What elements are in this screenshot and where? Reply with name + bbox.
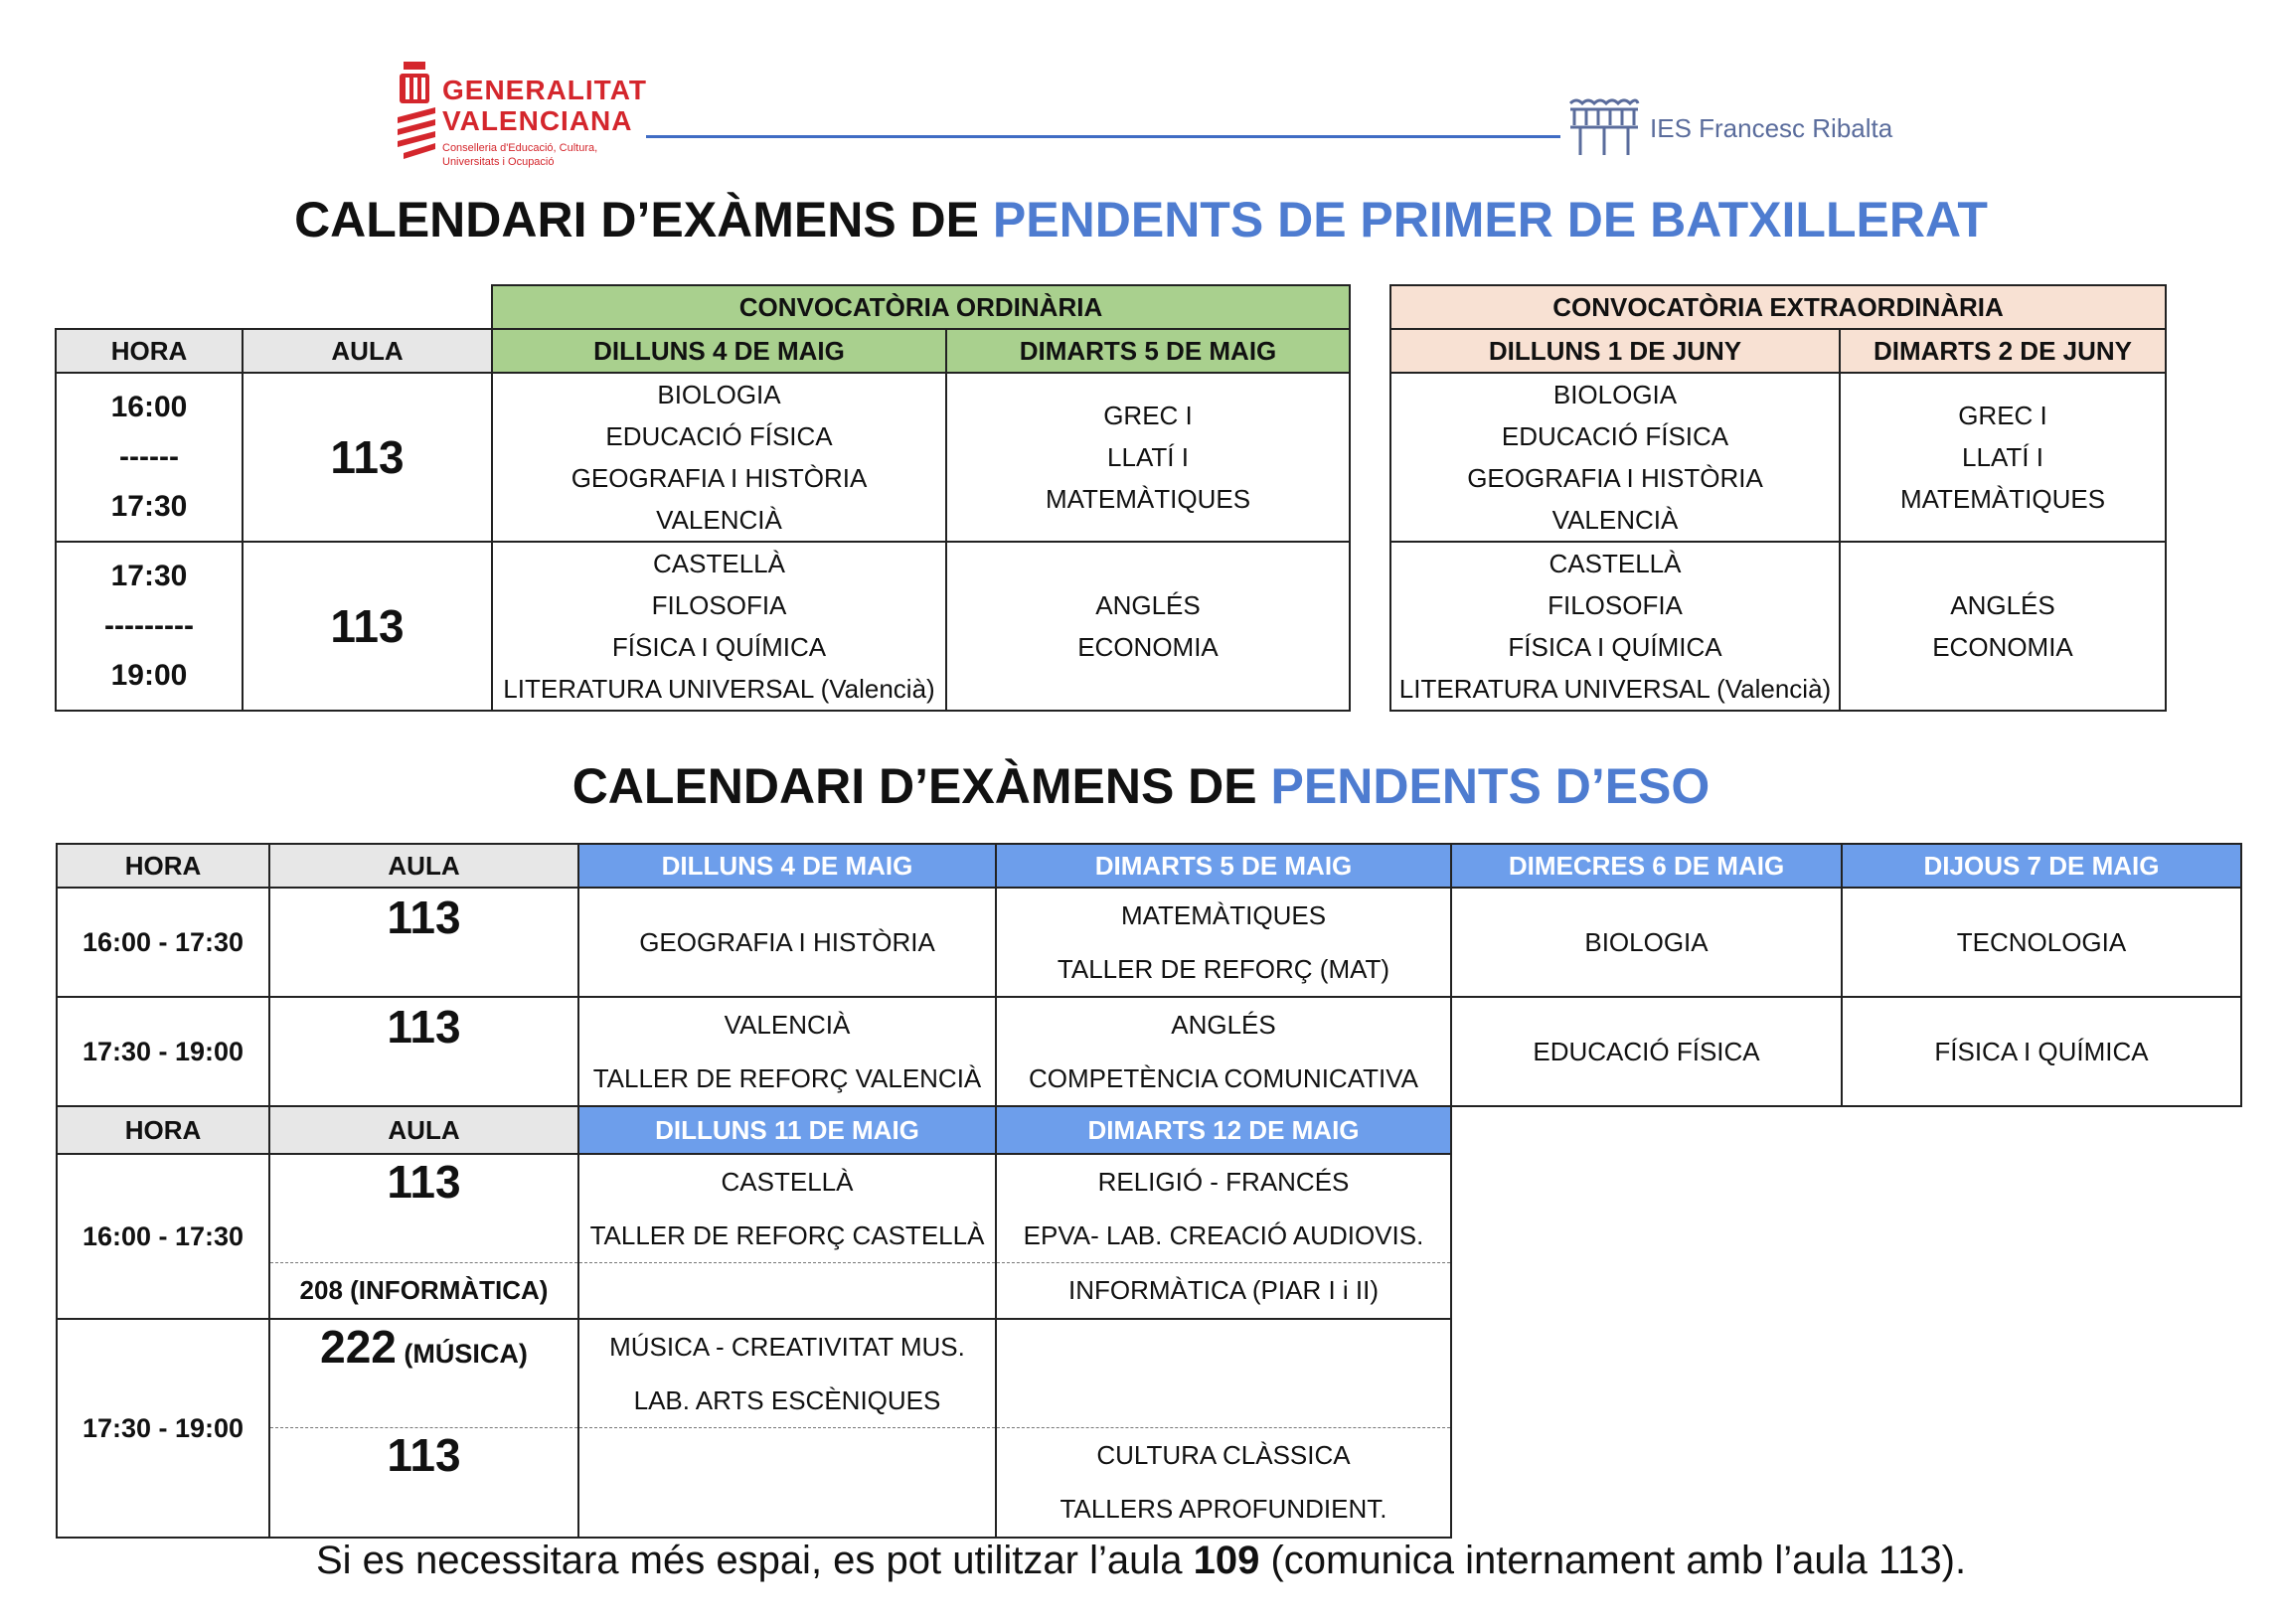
subjects-cell [578,1428,996,1538]
subjects-cell: ANGLÉS COMPETÈNCIA COMUNICATIVA [996,997,1451,1106]
day-header: DIJOUS 7 DE MAIG [1842,844,2241,888]
subjects-cell: BIOLOGIA EDUCACIÓ FÍSICA GEOGRAFIA I HISTÒRIA VALENCIÀ [492,373,946,542]
time-cell: 16:00 - 17:30 [57,888,269,997]
extraordinaria-header: CONVOCATÒRIA EXTRAORDINÀRIA [1390,285,2166,329]
subjects-cell: BIOLOGIA EDUCACIÓ FÍSICA GEOGRAFIA I HISTÒRIA VALENCIÀ [1390,373,1840,542]
subjects-cell: CASTELLÀ TALLER DE REFORÇ CASTELLÀ [578,1154,996,1263]
aula-header: AULA [269,844,578,888]
aula-cell: 113 [269,1428,578,1538]
subjects-cell [578,1263,996,1319]
day-header: DIMECRES 6 DE MAIG [1451,844,1842,888]
subjects-cell: ANGLÉS ECONOMIA [1840,542,2166,711]
subjects-cell: EDUCACIÓ FÍSICA [1451,997,1842,1106]
day-header: DILLUNS 11 DE MAIG [578,1106,996,1154]
subjects-cell: CULTURA CLÀSSICA TALLERS APROFUNDIENT. [996,1428,1451,1538]
aula-header: AULA [243,329,492,373]
header-divider [646,135,1560,138]
subjects-cell: GREC I LLATÍ I MATEMÀTIQUES [946,373,1350,542]
subjects-cell: MÚSICA - CREATIVITAT MUS. LAB. ARTS ESCÈNIQUES [578,1319,996,1428]
batx-title-prefix: CALENDARI D’EXÀMENS DE [294,192,993,247]
conselleria-subtitle: Conselleria d'Educació, Cultura, Universitats i Ocupació [442,142,598,168]
time-cell: 16:00 - 17:30 [57,1154,269,1319]
aula-cell: 113 [243,373,492,542]
subjects-cell: INFORMÀTICA (PIAR I i II) [996,1263,1451,1319]
hora-header: HORA [57,1106,269,1154]
aula-cell: 113 [269,888,578,997]
subjects-cell: GEOGRAFIA I HISTÒRIA [578,888,996,997]
aula-cell: 113 [243,542,492,711]
time-cell: 16:00 ------ 17:30 [56,373,243,542]
day-header: DILLUNS 4 DE MAIG [578,844,996,888]
subjects-cell: CASTELLÀ FILOSOFIA FÍSICA I QUÍMICA LITERATURA UNIVERSAL (Valencià) [1390,542,1840,711]
hora-header: HORA [57,844,269,888]
batx-ordinaria-table [55,284,1351,712]
aula-cell: 113 [269,1154,578,1263]
ord-day2-header: DIMARTS 5 DE MAIG [946,329,1350,373]
subjects-cell: BIOLOGIA [1451,888,1842,997]
generalitat-emblem-icon [396,58,437,167]
subjects-cell: VALENCIÀ TALLER DE REFORÇ VALENCIÀ [578,997,996,1106]
footer-room-number: 109 [1193,1539,1260,1582]
subjects-cell: GREC I LLATÍ I MATEMÀTIQUES [1840,373,2166,542]
footer-note [0,1539,2282,1583]
ext-day2-header: DIMARTS 2 DE JUNY [1840,329,2166,373]
time-cell: 17:30 - 19:00 [57,997,269,1106]
eso-title-prefix: CALENDARI D’EXÀMENS DE [571,758,1271,814]
aula-header: AULA [269,1106,578,1154]
aula-cell: 113 [269,997,578,1106]
ordinaria-header: CONVOCATÒRIA ORDINÀRIA [492,285,1350,329]
subjects-cell: RELIGIÓ - FRANCÉS EPVA- LAB. CREACIÓ AUDIOVIS. [996,1154,1451,1263]
eso-title-accent: PENDENTS D’ESO [1270,758,1711,814]
subjects-cell: CASTELLÀ FILOSOFIA FÍSICA I QUÍMICA LITERATURA UNIVERSAL (Valencià) [492,542,946,711]
subjects-cell: TECNOLOGIA [1842,888,2241,997]
subjects-cell: MATEMÀTIQUES TALLER DE REFORÇ (MAT) [996,888,1451,997]
time-cell: 17:30 - 19:00 [57,1319,269,1538]
subjects-cell: ANGLÉS ECONOMIA [946,542,1350,711]
eso-title [0,757,2282,815]
ord-day1-header: DILLUNS 4 DE MAIG [492,329,946,373]
batx-extraordinaria-table [1389,284,2167,712]
subjects-cell [996,1319,1451,1428]
day-header: DIMARTS 5 DE MAIG [996,844,1451,888]
hora-header: HORA [56,329,243,373]
day-header: DIMARTS 12 DE MAIG [996,1106,1451,1154]
ext-day1-header: DILLUNS 1 DE JUNY [1390,329,1840,373]
aula-cell: 208 (INFORMÀTICA) [269,1263,578,1319]
generalitat-name-line2: VALENCIANA [442,105,633,136]
school-logo-icon [1566,95,1642,159]
footer-text-after: (comunica internament amb l’aula 113). [1259,1539,1967,1582]
batx-title-accent: PENDENTS DE PRIMER DE BATXILLERAT [992,192,1988,247]
eso-table [56,843,2242,1539]
time-cell: 17:30 --------- 19:00 [56,542,243,711]
subjects-cell: FÍSICA I QUÍMICA [1842,997,2241,1106]
school-name: IES Francesc Ribalta [1650,113,1893,143]
aula-cell: 222 (MÚSICA) [269,1319,578,1428]
generalitat-name-line1: GENERALITAT [442,75,647,105]
footer-text-before: Si es necessitara més espai, es pot utilitzar l’aula [315,1539,1194,1582]
batx-title [0,191,2282,248]
